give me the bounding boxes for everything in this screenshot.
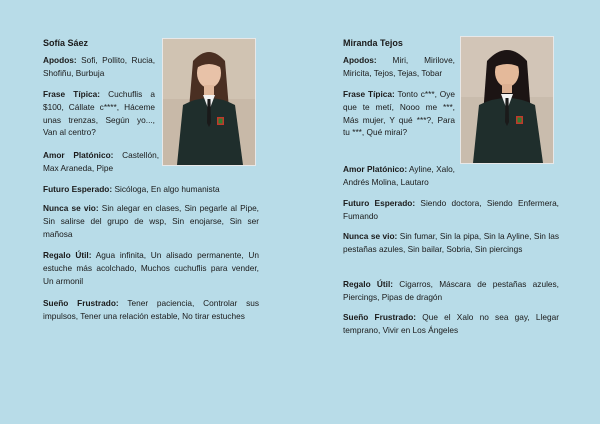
entry-amor-platonico: Amor Platónico: Ayline, Xalo, Andrés Molina, Lautaro	[343, 164, 455, 187]
entry-futuro-esperado: Futuro Esperado: Siendo doctora, Siendo Enfermera, Fumando	[343, 198, 559, 221]
entry-apodos: Apodos: Sofi, Pollito, Rucia, Shofiñu, Burbuja	[43, 55, 155, 78]
entry-nunca-se-vio: Nunca se vio: Sin fumar, Sin la pipa, Sin la Ayline, Sin las pestañas azules, Sin bailar, Sobria, Sin piercings	[343, 231, 559, 254]
portrait-graphic	[461, 37, 553, 163]
student-photo	[162, 38, 256, 166]
entry-futuro-esperado: Futuro Esperado: Sicóloga, En algo humanista	[43, 184, 220, 194]
portrait-graphic	[163, 39, 255, 165]
right-page	[300, 0, 600, 424]
entry-sueno-frustrado: Sueño Frustrado: Que el Xalo no sea gay, Llegar temprano, Vivir en Los Ángeles	[343, 312, 559, 335]
entry-regalo-util: Regalo Útil: Agua infinita, Un alisado permanente, Un estuche más acolchado, Muchos cuchuflis para vender, Un armonil	[43, 250, 259, 286]
student-photo	[460, 36, 554, 164]
entry-frase-tipica: Frase Típica: Cuchuflis a $100, Cállate c****, Háceme unas trenzas, Según yo..., Van al centro?	[43, 89, 155, 138]
entry-nunca-se-vio: Nunca se vio: Sin alegar en clases, Sin pegarle al Pipe, Sin salirse del grupo de wsp, Sin enojarse, Sin ser mañosa	[43, 203, 259, 239]
entry-apodos: Apodos: Miri, Mirilove, Miricita, Tejos, Tejas, Tobar	[343, 55, 455, 78]
entry-regalo-util: Regalo Útil: Cigarros, Máscara de pestañas azules, Piercings, Pipas de dragón	[343, 279, 559, 302]
student-name: Miranda Tejos	[343, 38, 403, 48]
entry-frase-tipica: Frase Típica: Tonto c***, Oye que te metí, Nooo me ***, Más mujer, Y qué ***?, Para tu ***, Qué mirai?	[343, 89, 455, 138]
entry-sueno-frustrado: Sueño Frustrado: Tener paciencia, Controlar sus impulsos, Tener una relación estable, No tirar estuches	[43, 298, 259, 321]
entry-amor-platonico: Amor Platónico: Castellón, Max Araneda, Pipe	[43, 150, 159, 173]
student-name: Sofía Sáez	[43, 38, 89, 48]
